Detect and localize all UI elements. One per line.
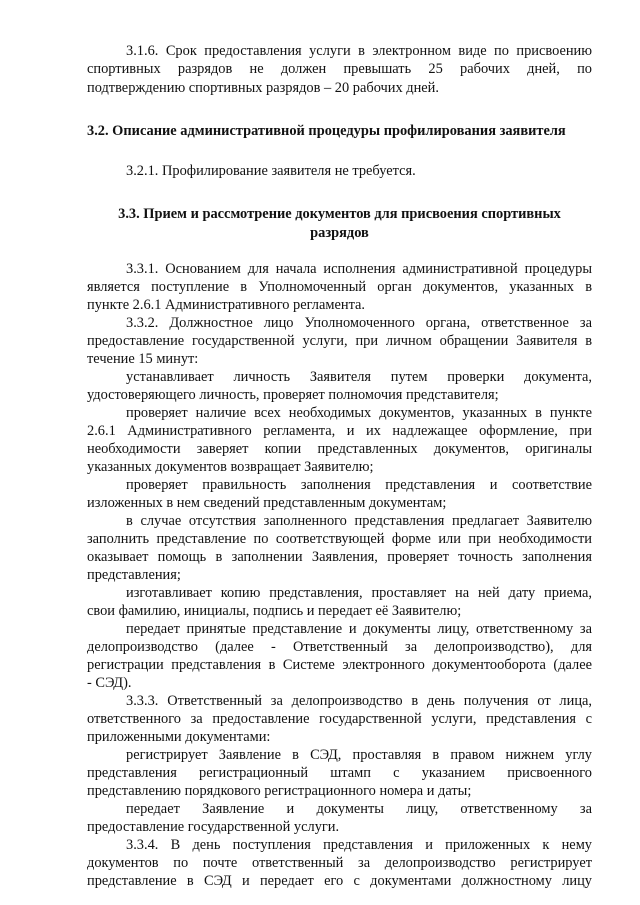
paragraph-line: передает принятые представление и документы лицу, ответственному за [126,621,592,637]
paragraph-line: ответственного за предоставление государственной услуги, представления с [87,711,592,727]
paragraph-line: 3.1.6. Срок предоставления услуги в электронном виде по присвоению [126,43,592,59]
paragraph-line: свои фамилию, инициалы, подпись и передает её Заявителю; [87,603,462,619]
paragraph-line: предоставление государственной услуги. [87,819,340,835]
paragraph-line: 3.3.4. В день поступления представления и приложенных к нему [126,837,592,853]
section-heading: 3.2. Описание административной процедуры профилирования заявителя [87,123,566,139]
paragraph-line: представлению порядкового регистрационного номера и даты; [87,783,472,799]
paragraph-line: изготавливает копию представления, проставляет на ней дату приема, [126,585,592,601]
paragraph-line: представления регистрационный штамп с указанием присвоенного [87,765,592,781]
paragraph-line: указанных документов возвращает Заявителю; [87,459,374,475]
paragraph-line: передает Заявление и документы лицу, ответственному за [126,801,592,817]
paragraph-line: изложенных в нем сведений представленным документам; [87,495,447,511]
paragraph-line: удостоверяющего личность, проверяет полномочия представителя; [87,387,499,403]
paragraph-line: 3.2.1. Профилирование заявителя не требуется. [126,163,416,179]
paragraph-line: подтверждению спортивных разрядов – 20 рабочих дней. [87,80,439,96]
paragraph-line: устанавливает личность Заявителя путем проверки документа, [126,369,592,385]
paragraph-line: регистрирует Заявление в СЭД, проставляя в правом нижнем углу [126,747,592,763]
paragraph-line: заполнить представление по соответствующей форме или при необходимости [87,531,592,547]
paragraph-line: является поступление в Уполномоченный орган документов, указанных в [87,279,592,295]
paragraph-line: 3.3.3. Ответственный за делопроизводство в день получения от лица, [126,693,592,709]
paragraph-line: документов по почте ответственный за делопроизводство регистрирует [87,855,592,871]
paragraph-line: - СЭД). [87,675,132,691]
paragraph-line: представления; [87,567,181,583]
paragraph-line: пункте 2.6.1 Административного регламента. [87,297,366,313]
paragraph-line: необходимости заверяет копии представленных документов, оригиналы [87,441,592,457]
paragraph-line: проверяет правильность заполнения представления и соответствие [126,477,592,493]
paragraph-line: в случае отсутствия заполненного представления предлагает Заявителю [126,513,592,529]
paragraph-line: течение 15 минут: [87,351,199,367]
paragraph-line: делопроизводство (далее - Ответственный за делопроизводство), для [87,639,592,655]
paragraph-line: 3.3.2. Должностное лицо Уполномоченного органа, ответственное за [126,315,592,331]
paragraph-line: представление в СЭД и передает его с документами должностному лицу [87,873,592,889]
paragraph-line: проверяет наличие всех необходимых документов, указанных в пункте [126,405,592,421]
paragraph-line: регистрации представления в Системе электронного документооборота (далее [87,657,592,673]
paragraph-line: приложенными документами: [87,729,271,745]
paragraph-line: предоставление государственной услуги, при личном обращении Заявителя в [87,333,592,349]
paragraph-line: 3.3.1. Основанием для начала исполнения административной процедуры [126,261,592,277]
section-heading: разрядов [310,225,369,241]
paragraph-line: спортивных разрядов не должен превышать 25 рабочих дней, по [87,61,592,77]
paragraph-line: оказывает помощь в заполнении Заявления, проверяет точность заполнения [87,549,592,565]
section-heading: 3.3. Прием и рассмотрение документов для присвоения спортивных [118,206,561,222]
paragraph-line: 2.6.1 Административного регламента, и их надлежащее оформление, при [87,423,592,439]
